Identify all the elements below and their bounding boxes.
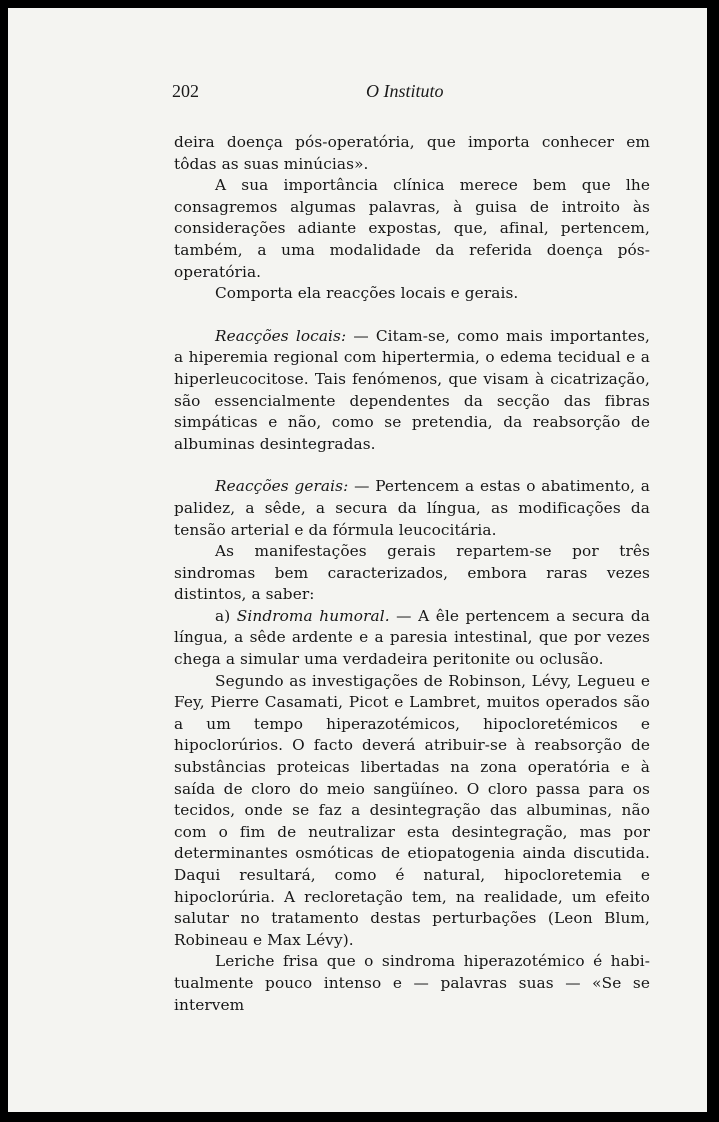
text-line: tualmente pouco intenso e — palavras suas — «Se se intervem	[174, 973, 650, 1014]
page-number: 202	[172, 81, 199, 101]
paragraph: Segundo as investigações de Robinson, Lévy, Legueu e Fey, Pierre Casamati, Picot e Lambret, muitos operados são a um tempo hiperazotémicos, hipocloretémicos e hipoclorúrios. O facto deverá atribuir-se à reabsorção de substâncias proteicas libertadas na zona operatória e à saída de cloro do meio sangüíneo. O cloro passa para os tecidos, onde se faz a desintegração das albuminas, não com o fim de neutralizar esta desintegração, mas por determinantes osmóticas de etiopatogenia ainda discutida. Daqui resultará, como é natural, hipocloretemia e hipoclorúria. A recloretação tem, na realidade, um efeito salutar no tratamento destas perturbações (Leon Blum, Robineau e Max Lévy).	[174, 671, 650, 949]
paragraph-text: — A êle pertencem a secura da língua, a sêde ardente e a paresia intestinal, que por vezes chega a simular uma verdadeira peritonite ou oclusão.	[174, 606, 650, 669]
book-page	[8, 8, 707, 1112]
paragraph-humoral-syndrome	[174, 606, 650, 671]
page-header	[172, 81, 650, 111]
section-heading-humoral: Sindroma humoral.	[236, 606, 390, 625]
paragraph-general-reactions	[174, 476, 650, 541]
text-line: Leriche frisa que o sindroma hiperazotémico é habi-	[215, 952, 650, 971]
paragraph-continuation: deira doença pós-operatória, que importa conhecer em tôdas as suas minúcias».	[174, 133, 650, 173]
body-text	[174, 132, 650, 1016]
section-heading-general: Reacções gerais:	[215, 477, 349, 496]
paragraph-text: — Citam-se, como mais importantes, a hiperemia regional com hipertermia, o edema tecidual e a hiperleucocitose. Tais fenómenos, que visam à cicatrização, são essencialmente dependentes da secção das fibras simpáticas e não, como se pretendia, da reabsorção de albuminas desintegradas.	[174, 326, 650, 453]
list-marker: a)	[215, 606, 237, 625]
paragraph-last	[174, 951, 650, 1016]
paragraph: Comporta ela reacções locais e gerais.	[215, 284, 519, 303]
paragraph: A sua importância clínica merece bem que lhe consagremos algumas palavras, à guisa de introito às considerações adiante expostas, que, afinal, pertencem, também, a uma modalidade da referida doença pós-operatória.	[174, 176, 650, 281]
section-heading-local: Reacções locais:	[215, 326, 347, 345]
running-title: O Instituto	[366, 81, 444, 101]
paragraph-text: — Pertencem a estas o abatimento, a palidez, a sêde, a secura da língua, as modificações da tensão arterial e da fórmula leucocitária.	[174, 477, 650, 539]
paragraph-local-reactions	[174, 326, 650, 456]
paragraph: As manifestações gerais repartem-se por três sindromas bem caracterizados, embora raras vezes distintos, a saber:	[174, 542, 650, 604]
